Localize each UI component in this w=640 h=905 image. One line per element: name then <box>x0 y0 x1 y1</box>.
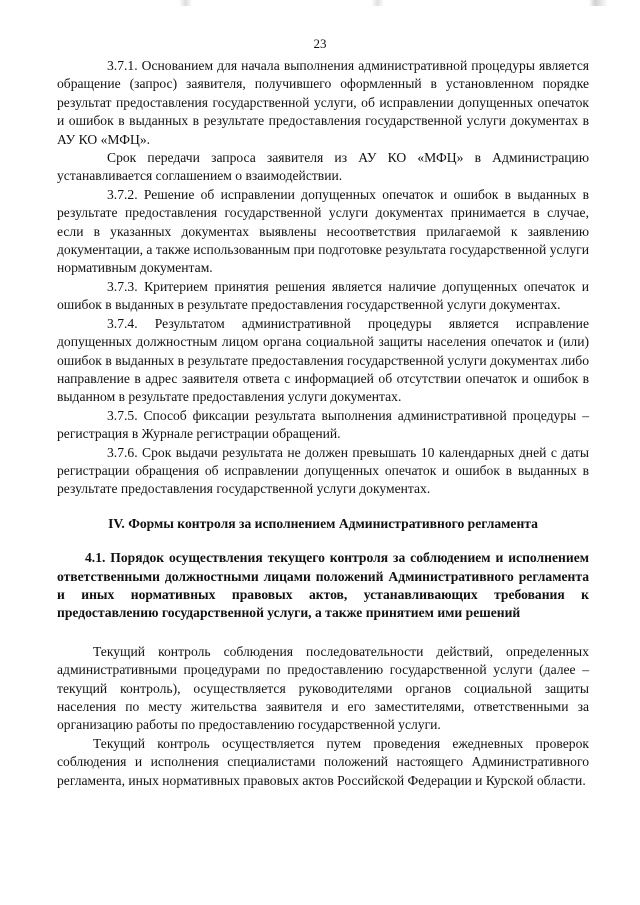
paragraph-3-7-6: 3.7.6. Срок выдачи результата не должен превышать 10 календарных дней с даты регистрации обращения об исправлении допущенных опечаток и ошибок в выданных в результате предоставления государственной услуги документах. <box>57 444 589 497</box>
paragraph-deadline: Срок передачи запроса заявителя из АУ КО «МФЦ» в Администрацию устанавливается соглашением о взаимодействии. <box>57 150 589 184</box>
paragraph-3-7-3: 3.7.3. Критерием принятия решения является наличие допущенных опечаток и ошибок в выданных в результате предоставления государственной услуги документах. <box>57 278 589 313</box>
paragraph-3-7-5: 3.7.5. Способ фиксации результата выполнения административной процедуры – регистрация в Журнале регистрации обращений. <box>57 407 589 442</box>
spacer <box>57 623 589 643</box>
paragraph-3-7-2: 3.7.2. Решение об исправлении допущенных опечаток и ошибок в выданных в результате предоставления государственной услуги документах принимается в случае, если в указанных документах выявлены несоответствия прилагаемой к заявлению документации, а также использованным при подготовке результата государственной услуги нормативным документам. <box>57 186 589 276</box>
page-number: 23 <box>313 36 327 51</box>
paragraph-3-7-1: 3.7.1. Основанием для начала выполнения административной процедуры является обращение (запрос) заявителя, получившего оформленный в установленном порядке результат предоставления государственной услуги, об исправлении допущенных опечаток и ошибок в выданных в результате предоставления государственной услуги документах в АУ КО «МФЦ». <box>57 58 589 147</box>
paragraph-3-7-4: 3.7.4. Результатом административной процедуры является исправление допущенных должностным лицом органа социальной защиты населения опечаток и (или) ошибок в выданных в результате предоставления государственной услуги документах либо направление в адрес заявителя ответа с информацией об отсутствии опечаток и ошибок в выданном в результате предоставления услуги документах. <box>57 315 589 405</box>
section-iv-heading: IV. Формы контроля за исполнением Административного регламента <box>108 515 538 531</box>
paragraph-current-control: Текущий контроль соблюдения последовательности действий, определенных административными процедурами по предоставлению государственной услуги (далее – текущий контроль), осуществляется руководителями органов социальной защиты населения по месту жительства заявителя и его заместителями, ответственными за организацию работы по предоставлению государственной услуги. <box>57 643 589 733</box>
document-body <box>57 57 589 790</box>
scan-edge-artifact <box>0 0 640 6</box>
subsection-4-1-heading: 4.1. Порядок осуществления текущего контроля за соблюдением и исполнением ответственными должностными лицами положений Административного регламента и иных нормативных правовых актов, устанавливающих требования к предоставлению государственной услуги, а также принятием ими решений <box>57 550 589 621</box>
paragraph-inspections: Текущий контроль осуществляется путем проведения ежедневных проверок соблюдения и исполнения специалистами положений настоящего Административного регламента, иных нормативных правовых актов Российской Федерации и Курской области. <box>57 735 589 788</box>
